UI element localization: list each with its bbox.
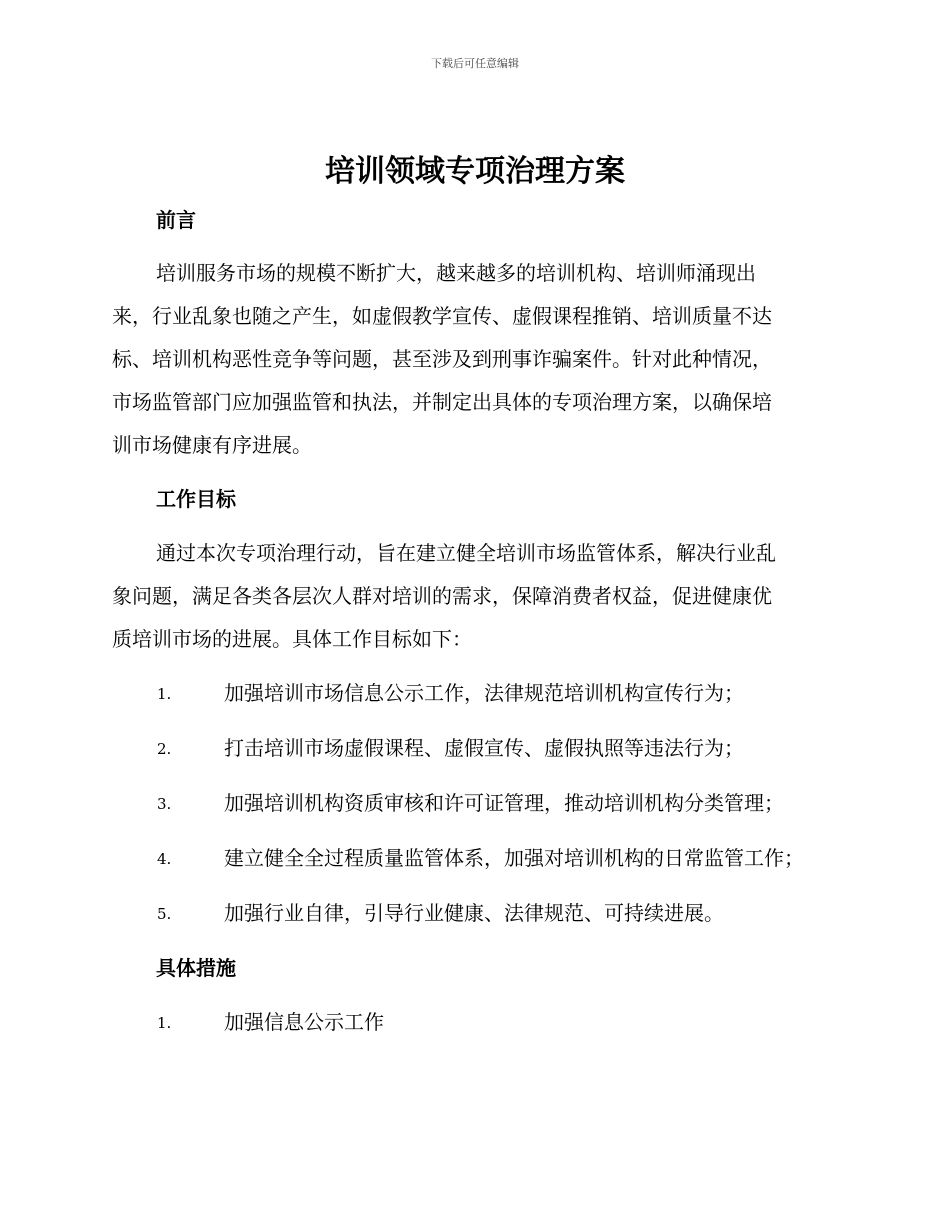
list-item xyxy=(0,733,950,765)
list-item xyxy=(0,788,950,820)
list-number: 5. xyxy=(157,905,172,923)
list-text: 加强培训机构资质审核和许可证管理，推动培训机构分类管理； xyxy=(224,791,784,815)
paragraph-line: 来，行业乱象也随之产生，如虚假教学宣传、虚假课程推销、培训质量不达 xyxy=(112,304,772,328)
paragraph-goals xyxy=(112,532,852,661)
header-note: 下载后可任意编辑 xyxy=(431,57,519,70)
paragraph-line: 标、培训机构恶性竞争等问题，甚至涉及到刑事诈骗案件。针对此种情况， xyxy=(112,347,772,371)
list-text: 加强信息公示工作 xyxy=(224,1010,384,1034)
list-item xyxy=(0,898,950,930)
list-number: 1. xyxy=(157,1014,172,1032)
list-number: 1. xyxy=(157,685,172,703)
list-text: 建立健全全过程质量监管体系，加强对培训机构的日常监管工作； xyxy=(224,846,804,870)
document-title: 培训领域专项治理方案 xyxy=(325,154,625,189)
list-item xyxy=(0,843,950,875)
section-heading-measures: 具体措施 xyxy=(156,956,236,980)
paragraph-preface xyxy=(112,252,852,467)
list-text: 加强行业自律，引导行业健康、法律规范、可持续进展。 xyxy=(224,901,724,925)
paragraph-line: 通过本次专项治理行动，旨在建立健全培训市场监管体系，解决行业乱 xyxy=(156,541,776,565)
list-text: 加强培训市场信息公示工作，法律规范培训机构宣传行为； xyxy=(224,681,744,705)
section-heading-preface: 前言 xyxy=(156,208,196,232)
paragraph-line: 市场监管部门应加强监管和执法，并制定出具体的专项治理方案，以确保培 xyxy=(112,390,772,414)
paragraph-line: 质培训市场的进展。具体工作目标如下： xyxy=(112,627,472,651)
paragraph-line: 训市场健康有序进展。 xyxy=(112,433,312,457)
paragraph-line: 培训服务市场的规模不断扩大，越来越多的培训机构、培训师涌现出 xyxy=(156,261,756,285)
list-item xyxy=(0,678,950,710)
section-heading-goals: 工作目标 xyxy=(156,487,236,511)
paragraph-line: 象问题，满足各类各层次人群对培训的需求，保障消费者权益，促进健康优 xyxy=(112,584,772,608)
list-item xyxy=(0,1007,950,1039)
list-number: 2. xyxy=(157,740,172,758)
list-number: 4. xyxy=(157,850,172,868)
list-text: 打击培训市场虚假课程、虚假宣传、虚假执照等违法行为； xyxy=(224,736,744,760)
list-number: 3. xyxy=(157,795,172,813)
